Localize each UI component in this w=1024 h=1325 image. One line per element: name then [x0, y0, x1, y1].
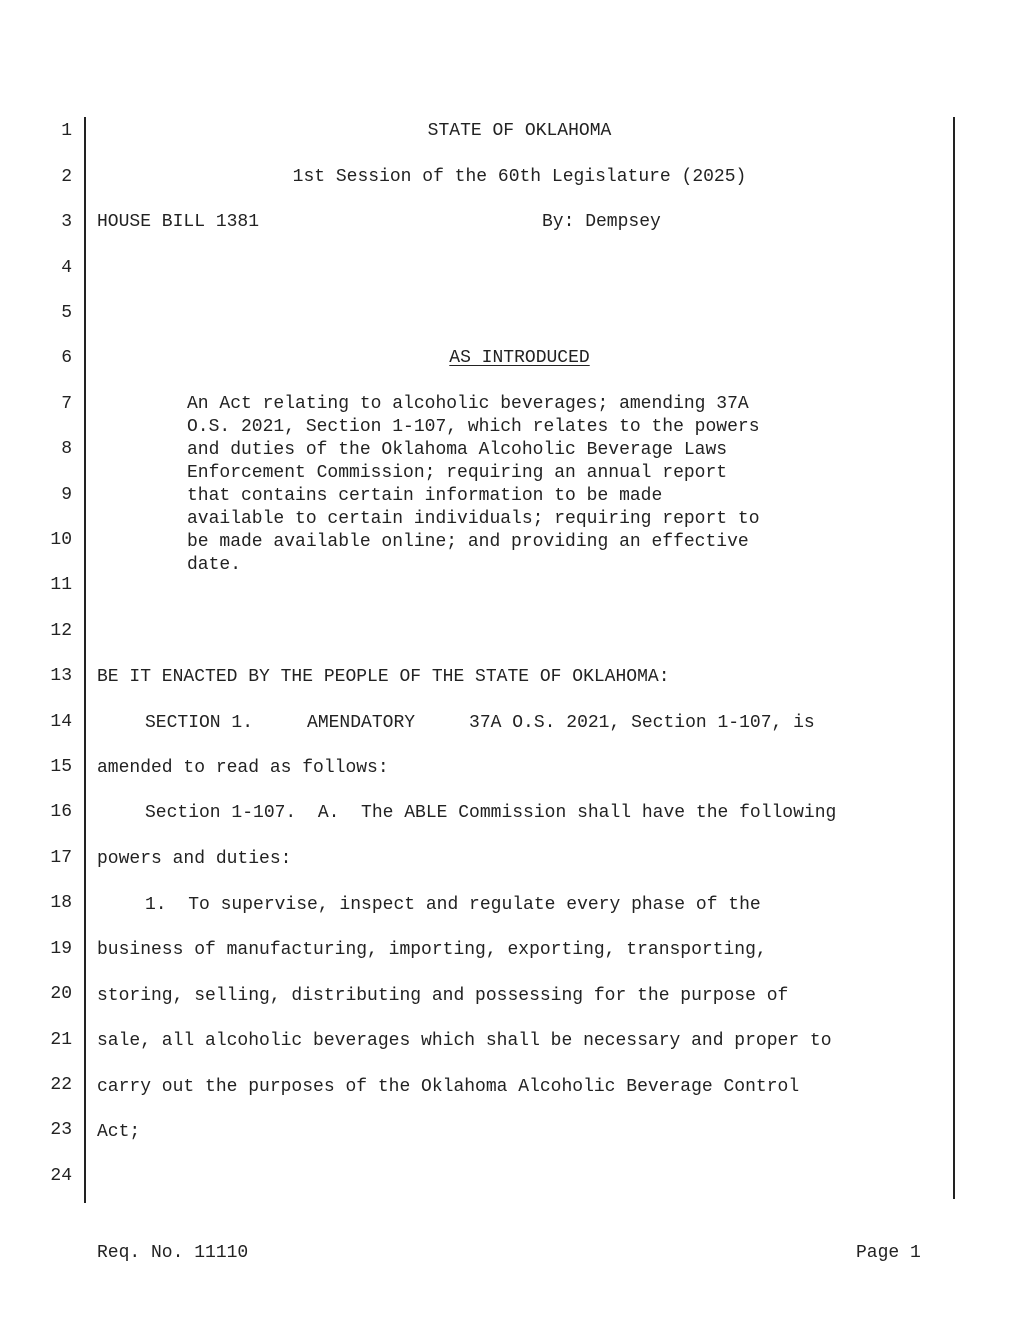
- line-number: 16: [50, 802, 72, 822]
- state-heading: STATE OF OKLAHOMA: [427, 121, 612, 141]
- bill-status-text: AS INTRODUCED: [449, 348, 590, 368]
- line-number: 17: [50, 848, 72, 868]
- right-margin-rule: [953, 117, 955, 1199]
- line-number: 18: [50, 893, 72, 913]
- line-number: 10: [50, 530, 72, 550]
- line-number: 8: [61, 439, 72, 459]
- body-line: storing, selling, distributing and possessing for the purpose of: [97, 986, 789, 1006]
- line-number: 22: [50, 1075, 72, 1095]
- line-number: 4: [61, 258, 72, 278]
- title-line: Enforcement Commission; requiring an annual report: [187, 463, 728, 483]
- body-line: powers and duties:: [97, 849, 292, 869]
- body-line: Act;: [97, 1122, 141, 1142]
- title-line: An Act relating to alcoholic beverages; amending 37A: [187, 394, 749, 414]
- line-number: 2: [61, 167, 72, 187]
- left-margin-rule: [84, 117, 86, 1203]
- request-number: Req. No. 11110: [97, 1243, 249, 1263]
- title-line: available to certain individuals; requiring report to: [187, 509, 760, 529]
- line-number: 7: [61, 394, 72, 414]
- line-number: 19: [50, 939, 72, 959]
- bill-author: By: Dempsey: [542, 212, 661, 232]
- body-line: 1. To supervise, inspect and regulate every phase of the: [145, 895, 761, 915]
- line-number: 21: [50, 1030, 72, 1050]
- line-number: 24: [50, 1166, 72, 1186]
- title-line: date.: [187, 555, 242, 575]
- line-number: 1: [61, 121, 72, 141]
- body-line: business of manufacturing, importing, exporting, transporting,: [97, 940, 767, 960]
- body-line: amended to read as follows:: [97, 758, 389, 778]
- title-line: O.S. 2021, Section 1-107, which relates to the powers: [187, 417, 760, 437]
- line-number: 11: [50, 575, 72, 595]
- page-number: Page 1: [856, 1243, 921, 1263]
- body-line: Section 1-107. A. The ABLE Commission shall have the following: [145, 803, 837, 823]
- line-number: 13: [50, 666, 72, 686]
- line-number-column: [0, 0, 72, 1325]
- bill-status: [86, 347, 953, 369]
- title-line: be made available online; and providing an effective: [187, 532, 749, 552]
- enacting-clause: BE IT ENACTED BY THE PEOPLE OF THE STATE OF OKLAHOMA:: [97, 667, 670, 687]
- line-number: 23: [50, 1120, 72, 1140]
- line-number: 15: [50, 757, 72, 777]
- title-line: that contains certain information to be made: [187, 486, 663, 506]
- line-number: 6: [61, 348, 72, 368]
- title-line: and duties of the Oklahoma Alcoholic Beverage Laws: [187, 440, 728, 460]
- line-number: 20: [50, 984, 72, 1004]
- body-line: carry out the purposes of the Oklahoma Alcoholic Beverage Control: [97, 1077, 800, 1097]
- line-number: 9: [61, 485, 72, 505]
- session-heading: 1st Session of the 60th Legislature (2025): [292, 167, 747, 187]
- body-line: sale, all alcoholic beverages which shall be necessary and proper to: [97, 1031, 832, 1051]
- line-number: 3: [61, 212, 72, 232]
- bill-number: HOUSE BILL 1381: [97, 212, 260, 232]
- section-heading: SECTION 1. AMENDATORY 37A O.S. 2021, Section 1-107, is: [145, 713, 815, 733]
- line-number: 14: [50, 712, 72, 732]
- line-number: 5: [61, 303, 72, 323]
- line-number: 12: [50, 621, 72, 641]
- bill-title-block: [187, 393, 847, 577]
